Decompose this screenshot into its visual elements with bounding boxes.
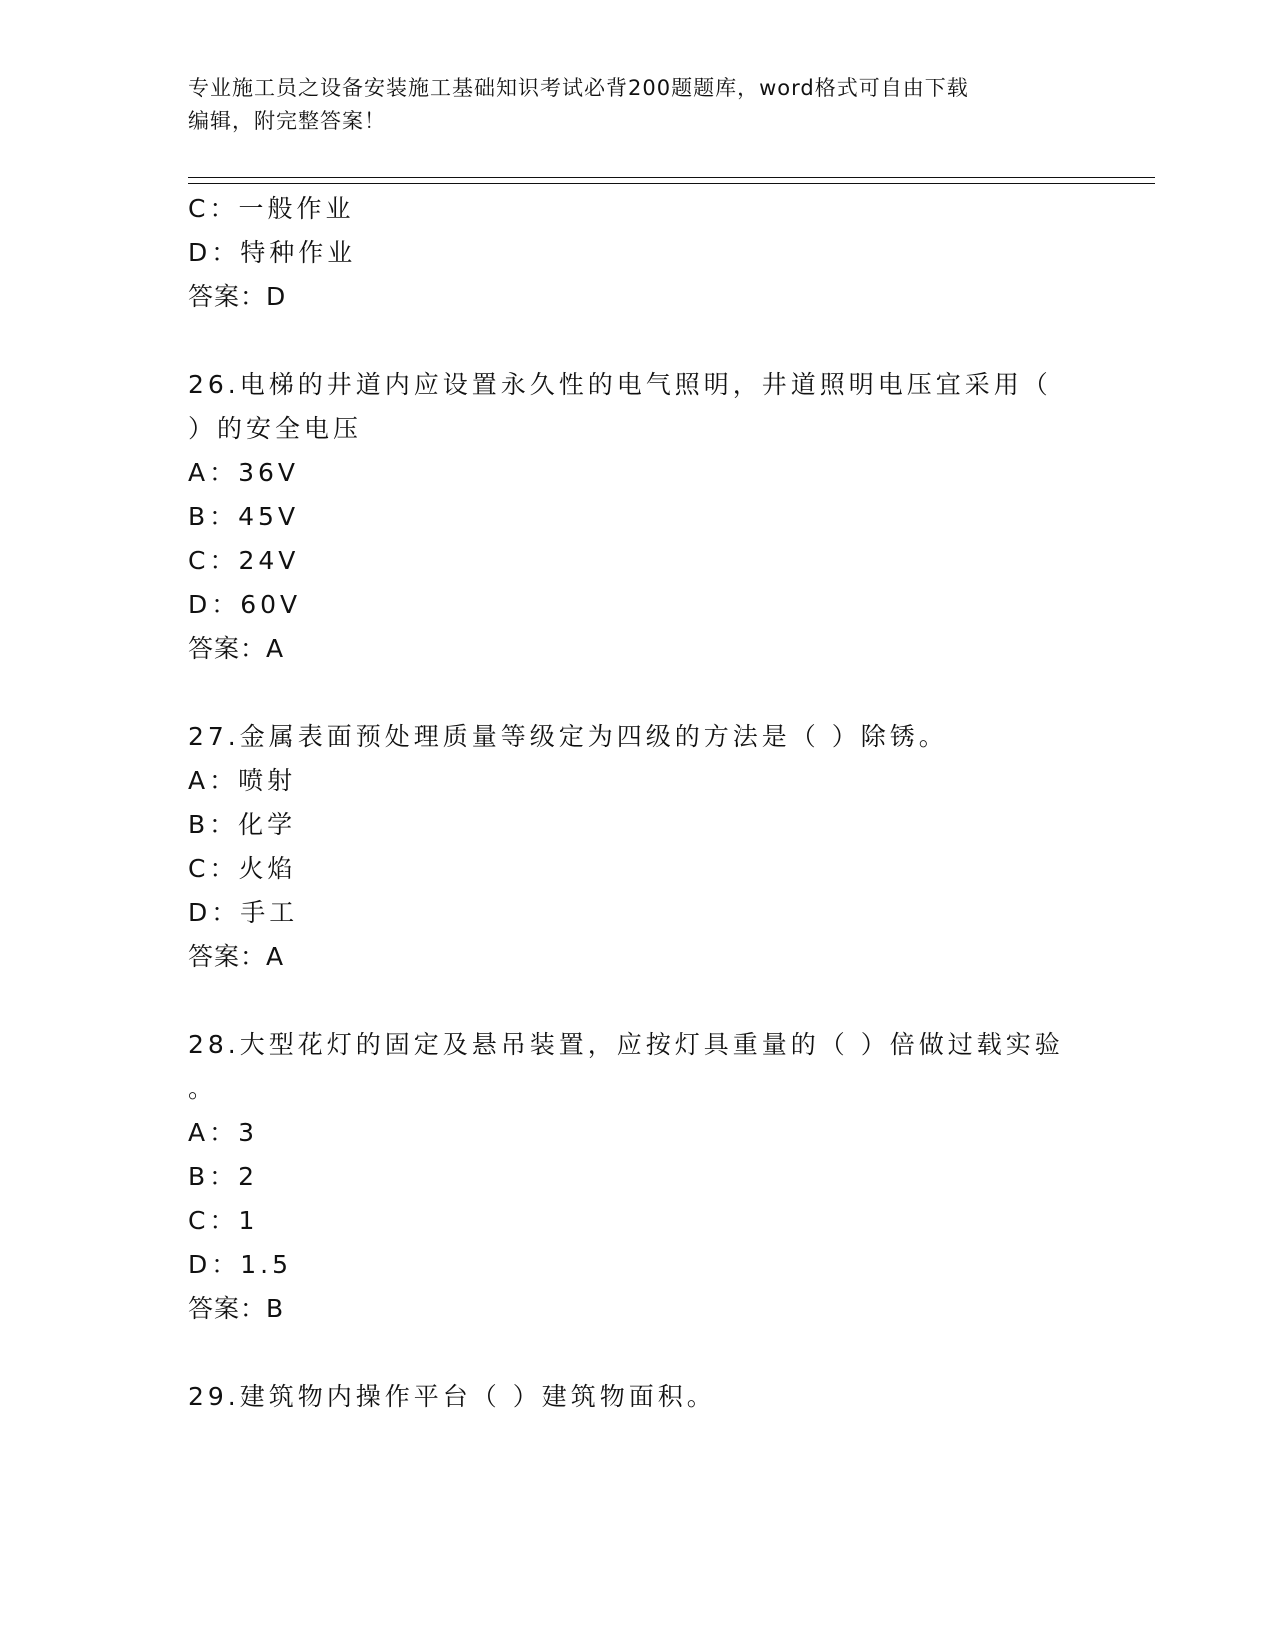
question-stem-continued: ）的安全电压 [188, 414, 363, 443]
option-b: B：45V [188, 502, 300, 531]
header-title-line1: 专业施工员之设备安装施工基础知识考试必背200题题库，word格式可自由下载 [188, 76, 969, 100]
option-d: D：60V [188, 590, 302, 619]
option-d: D：特种作业 [188, 238, 357, 267]
answer: 答案：B [188, 1294, 285, 1323]
document-header [188, 72, 1088, 138]
option-c: C：24V [188, 546, 300, 575]
question-stem: 29.建筑物内操作平台（ ）建筑物面积。 [188, 1382, 716, 1411]
question-stem: 27.金属表面预处理质量等级定为四级的方法是（ ）除锈。 [188, 722, 948, 751]
option-a: A：喷射 [188, 766, 297, 795]
option-d: D：手工 [188, 898, 299, 927]
option-b: B：2 [188, 1162, 259, 1191]
option-c: C：一般作业 [188, 194, 355, 223]
header-divider-bottom [188, 183, 1155, 184]
option-b: B：化学 [188, 810, 297, 839]
answer: 答案：D [188, 282, 287, 311]
option-c: C：1 [188, 1206, 259, 1235]
question-stem-continued: 。 [188, 1074, 218, 1103]
header-divider-top [188, 177, 1155, 178]
question-stem: 26.电梯的井道内应设置永久性的电气照明，井道照明电压宜采用（ [188, 370, 1052, 399]
option-a: A：36V [188, 458, 300, 487]
answer: 答案：A [188, 634, 285, 663]
option-d: D：1.5 [188, 1250, 293, 1279]
answer: 答案：A [188, 942, 285, 971]
option-a: A：3 [188, 1118, 259, 1147]
question-stem: 28.大型花灯的固定及悬吊装置，应按灯具重量的（ ）倍做过载实验 [188, 1030, 1064, 1059]
header-title-line2: 编辑，附完整答案！ [188, 109, 386, 133]
option-c: C：火焰 [188, 854, 297, 883]
